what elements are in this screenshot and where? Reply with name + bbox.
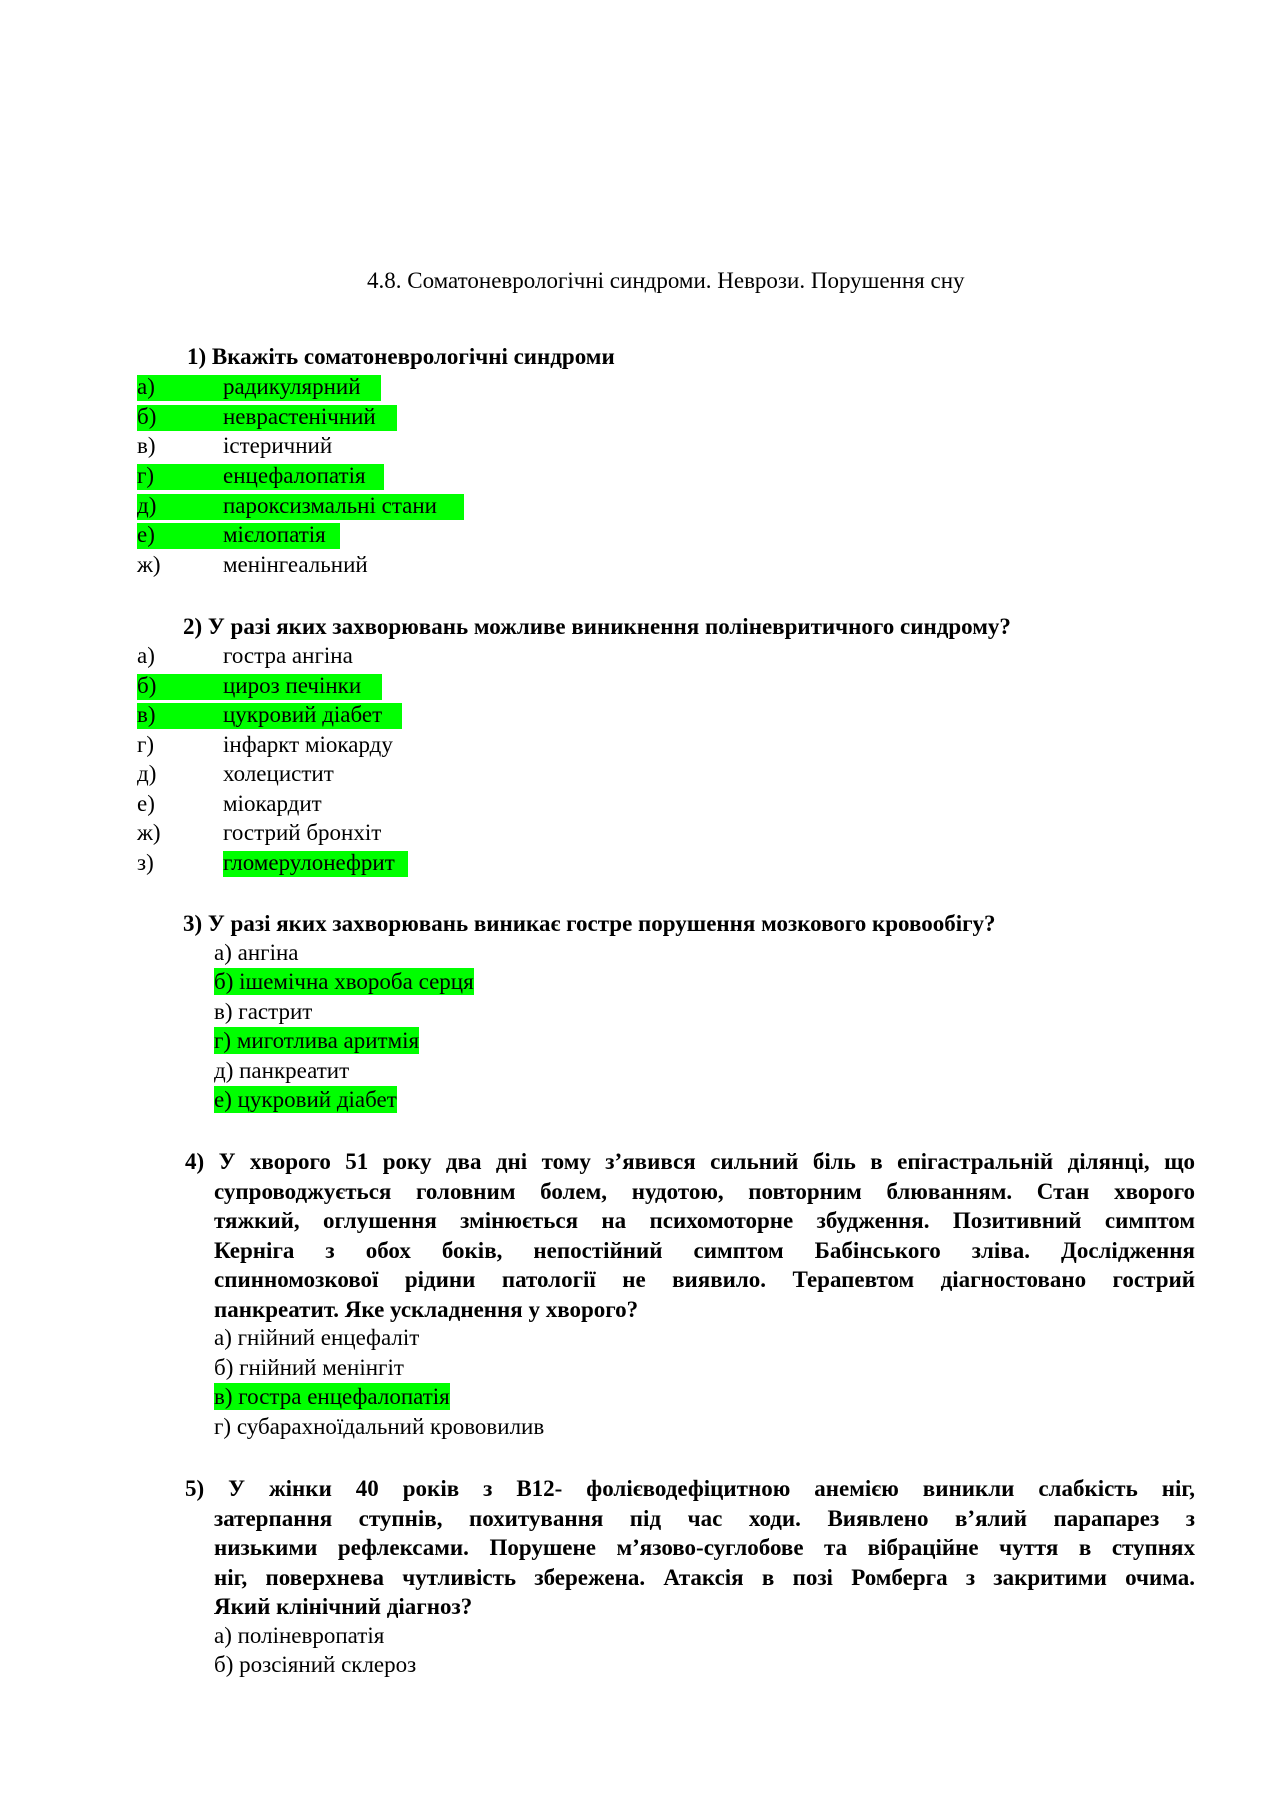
document-page: 4.8. Соматоневрологічні синдроми. Неврози. Порушення сну 1) Вкажіть соматоневрологічні синдроми а) радикулярний б) неврастенічний в) істеричний г) енцефалопатія д) пароксизмальні стани е) мієлопатія ж) менінгеальний 2) У разі яких захворювань можливе виникнення поліневритичного синдрому? а) гостра ангіна б) цироз печінки в) цукровий діабет г) інфаркт міокарду д) холецистит е) міокардит ж) гострий бронхіт з) гломерулонефрит 3) У разі яких захворювань виникає гостре порушення мозкового кровообігу? а) ангіна б) ішемічна хвороба серця в) гастрит г) миготлива аритмія д) панкреатит е) цукровий діабет 4) У хворого 51 року два дні тому з’явився сильний біль в епігастральній ділянці, що супроводжується головним болем, нудотою, повторним блюванням. Стан хворого тяжкий, оглушення змінюється на психомоторне збудження. Позитивний симптом Керніга з обох боків, непостійний симптом Бабінського зліва. Дослідження спинномозкової рідини патології не виявило. Терапевтом діагностовано гострий панкреатит. Яке ускладнення у хворого? а) гнійний енцефаліт б) гнійний менінгіт в) гостра енцефалопатія г) субарахноїдальний крововилив 5) У жінки 40 років з В12- фолієводефіцитною анемією виникли слабкість ніг, затерпання ступнів, похитування під час ходи. Виявлено в’ялий парапарез з низькими рефлексами. Порушене м’язово-суглобове та вібраційне чуття в ступнях ніг, поверхнева чутливість збережена. Атаксія в позі Ромберга з закритими очима. Який клінічний діагноз? а) поліневропатія б) розсіяний склероз xyxy=(137,268,1195,1677)
q4-option-b: б) гнійний менінгіт xyxy=(214,1355,404,1380)
q3-option-f: е) цукровий діабет xyxy=(214,1087,397,1112)
q4-option-a: а) гнійний енцефаліт xyxy=(214,1325,420,1350)
q3-option-d: г) миготлива аритмія xyxy=(214,1028,420,1053)
q4-option-d: г) субарахноїдальний крововилив xyxy=(214,1414,545,1439)
q3-option-e: д) панкреатит xyxy=(214,1058,350,1083)
section-title: 4.8. Соматоневрологічні синдроми. Неврози. Порушення сну xyxy=(367,268,965,293)
question-3: 3) У разі яких захворювань виникає гостре порушення мозкового кровообігу? xyxy=(183,911,996,936)
q3-option-a: а) ангіна xyxy=(214,940,299,965)
q5-option-a: а) поліневропатія xyxy=(214,1623,385,1648)
question-2: 2) У разі яких захворювань можливе виникнення поліневритичного синдрому? xyxy=(183,614,1011,639)
q4-option-c: в) гостра енцефалопатія xyxy=(214,1384,450,1409)
q5-option-b: б) розсіяний склероз xyxy=(214,1652,417,1677)
question-5: 5) У жінки 40 років з В12- фолієводефіцитною анемією виникли слабкість ніг, затерпання ступнів, похитування під час ходи. Виявлено в’ялий парапарез з низькими рефлексами. Порушене м’язово-суглобове та вібраційне чуття в ступнях ніг, поверхнева чутливість збережена. Атаксія в позі Ромберга з закритими очима. Який клінічний діагноз? xyxy=(185,1476,1195,1620)
q3-option-b: б) ішемічна хвороба серця xyxy=(214,969,474,994)
question-4: 4) У хворого 51 року два дні тому з’явився сильний біль в епігастральній ділянці, що супроводжується головним болем, нудотою, повторним блюванням. Стан хворого тяжкий, оглушення змінюється на психомоторне збудження. Позитивний симптом Керніга з обох боків, непостійний симптом Бабінського зліва. Дослідження спинномозкової рідини патології не виявило. Терапевтом діагностовано гострий панкреатит. Яке ускладнення у хворого? xyxy=(185,1149,1195,1322)
q3-option-c: в) гастрит xyxy=(214,999,313,1024)
question-1: 1) Вкажіть соматоневрологічні синдроми xyxy=(187,344,615,369)
